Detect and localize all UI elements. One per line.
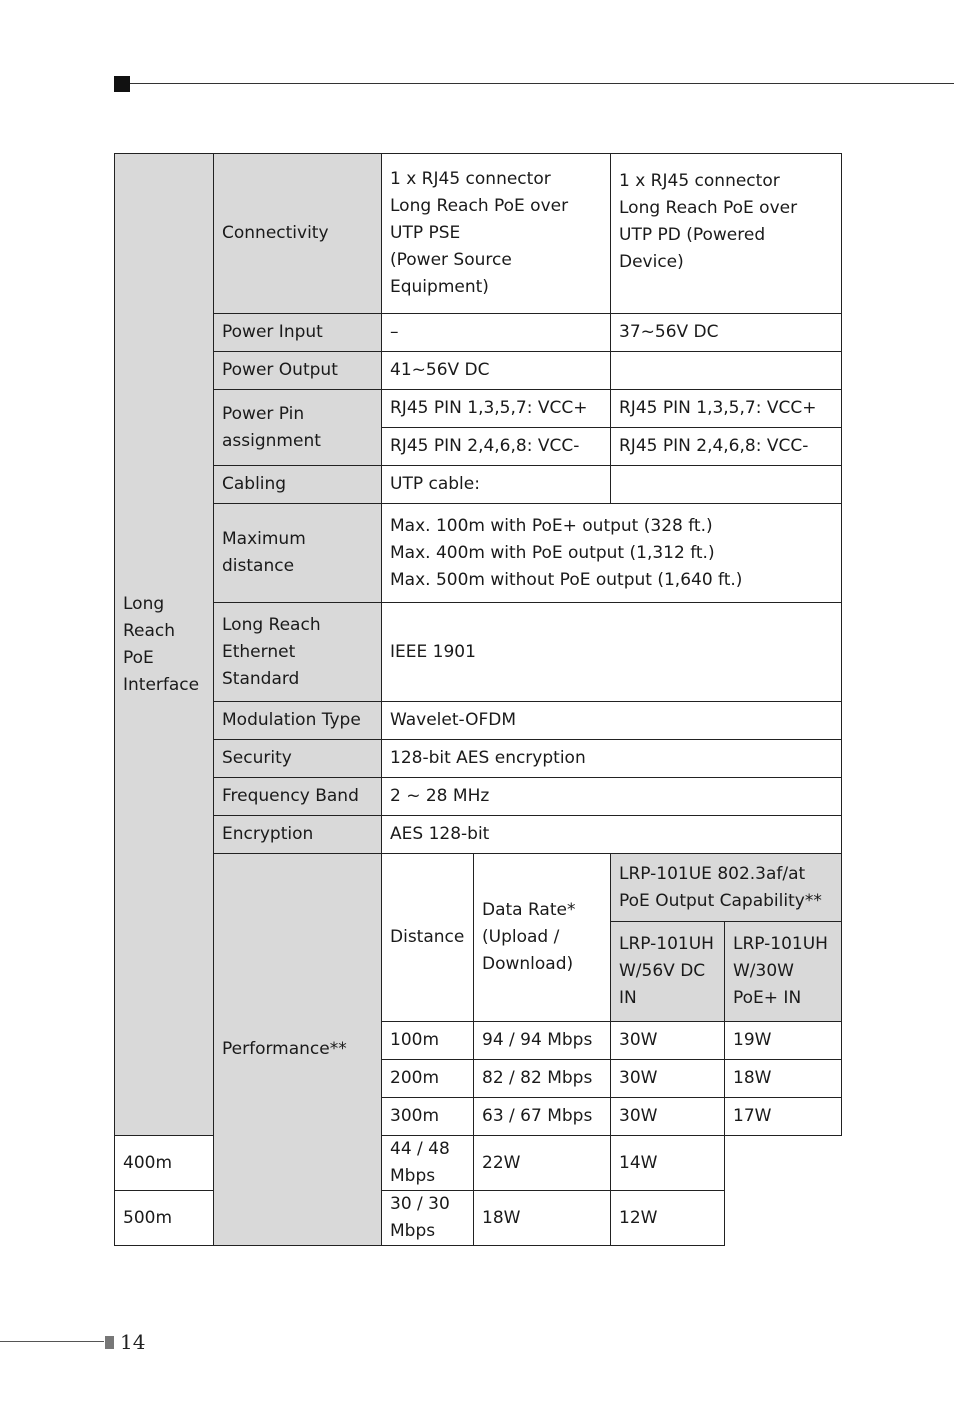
col-rate-header: Data Rate* (Upload / Download) [474,854,611,1022]
dc-cell: 30W [611,1022,725,1060]
col-dc-header: LRP-101UH W/56V DC IN [611,922,725,1022]
max-distance-label: Maximum distance [214,504,382,603]
dc-cell: 22W [474,1136,611,1191]
distance-cell: 100m [382,1022,474,1060]
power-pin-pd-2: RJ45 PIN 2,4,6,8: VCC- [611,428,842,466]
frequency-label: Frequency Band [214,778,382,816]
header-marker [114,76,130,92]
power-output-label: Power Output [214,352,382,390]
poe-cell: 14W [611,1136,725,1191]
rate-cell: 82 / 82 Mbps [474,1060,611,1098]
security-label: Security [214,740,382,778]
footer-marker [105,1336,114,1349]
distance-cell: 200m [382,1060,474,1098]
power-pin-pse-2: RJ45 PIN 2,4,6,8: VCC- [382,428,611,466]
connectivity-pse: 1 x RJ45 connector Long Reach PoE over UTP PSE (Power Source Equipment) [382,154,611,314]
dc-cell: 18W [474,1191,611,1246]
frequency-value: 2 ~ 28 MHz [382,778,842,816]
power-pin-pd-1: RJ45 PIN 1,3,5,7: VCC+ [611,390,842,428]
poe-cell: 18W [725,1060,842,1098]
distance-cell: 300m [382,1098,474,1136]
header-rule [130,83,954,84]
power-input-pd: 37~56V DC [611,314,842,352]
performance-label: Performance** [214,854,382,1246]
poe-cell: 17W [725,1098,842,1136]
max-distance-value: Max. 100m with PoE+ output (328 ft.) Max. 400m with PoE output (1,312 ft.) Max. 500m without PoE output (1,640 ft.) [382,504,842,603]
standard-label: Long Reach Ethernet Standard [214,603,382,702]
cabling-pse: UTP cable: [382,466,611,504]
modulation-value: Wavelet-OFDM [382,702,842,740]
page-number: 14 [120,1330,146,1354]
security-value: 128-bit AES encryption [382,740,842,778]
power-output-pse: 41~56V DC [382,352,611,390]
col-distance-header: Distance [382,854,474,1022]
dc-cell: 30W [611,1098,725,1136]
poe-cell: 19W [725,1022,842,1060]
power-pin-pse-1: RJ45 PIN 1,3,5,7: VCC+ [382,390,611,428]
power-output-pd [611,352,842,390]
group-label-cell: Long Reach PoE Interface [115,154,214,1136]
connectivity-pd: 1 x RJ45 connector Long Reach PoE over UTP PD (Powered Device) [611,154,842,314]
power-pin-label: Power Pin assignment [214,390,382,466]
distance-cell: 500m [115,1191,214,1246]
rate-cell: 30 / 30 Mbps [382,1191,474,1246]
encryption-label: Encryption [214,816,382,854]
power-input-label: Power Input [214,314,382,352]
cabling-pd [611,466,842,504]
col-capability-header: LRP-101UE 802.3af/at PoE Output Capability** [611,854,842,922]
poe-cell: 12W [611,1191,725,1246]
cabling-label: Cabling [214,466,382,504]
spec-table [114,153,842,1246]
footer-rule [0,1341,104,1342]
col-poe-header: LRP-101UH W/30W PoE+ IN [725,922,842,1022]
encryption-value: AES 128-bit [382,816,842,854]
standard-value: IEEE 1901 [382,603,842,702]
rate-cell: 94 / 94 Mbps [474,1022,611,1060]
rate-cell: 44 / 48 Mbps [382,1136,474,1191]
power-input-pse: – [382,314,611,352]
rate-cell: 63 / 67 Mbps [474,1098,611,1136]
distance-cell: 400m [115,1136,214,1191]
modulation-label: Modulation Type [214,702,382,740]
connectivity-label: Connectivity [214,154,382,314]
dc-cell: 30W [611,1060,725,1098]
